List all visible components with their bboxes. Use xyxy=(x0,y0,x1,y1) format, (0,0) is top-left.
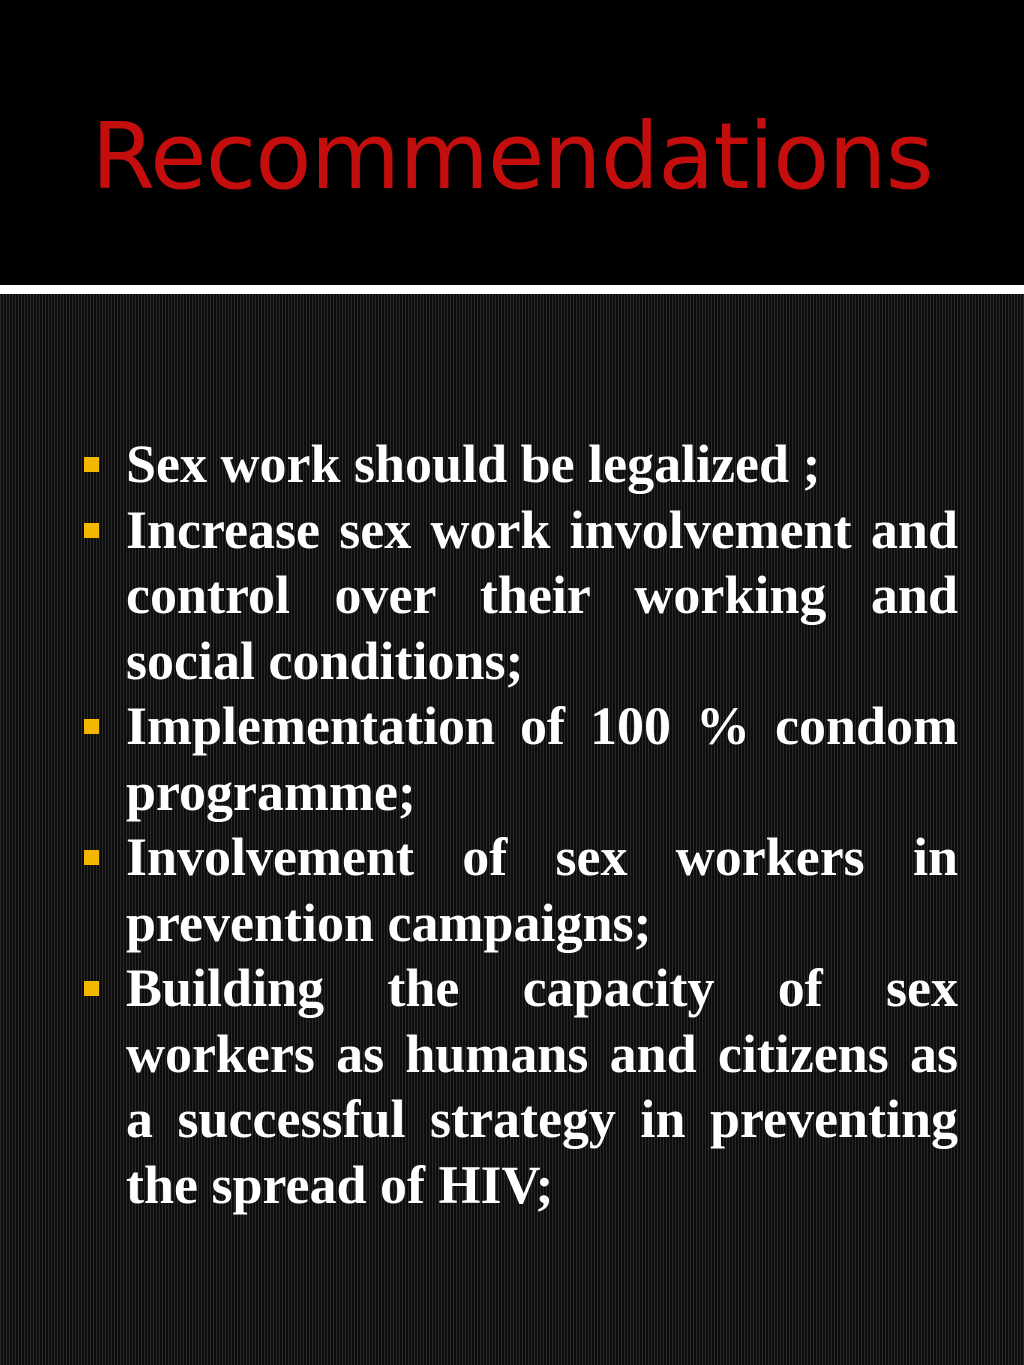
bullet-text: Implementation of 100 % condom programme; xyxy=(126,696,958,822)
square-bullet-icon xyxy=(84,850,99,865)
square-bullet-icon xyxy=(84,523,99,538)
bullet-item xyxy=(80,694,958,825)
square-bullet-icon xyxy=(84,719,99,734)
bullet-item xyxy=(80,956,958,1218)
slide-title: Recommendations xyxy=(91,103,933,210)
bullet-item xyxy=(80,825,958,956)
square-bullet-icon xyxy=(84,981,99,996)
bullet-item xyxy=(80,432,958,498)
title-area xyxy=(0,0,1024,285)
bullet-text: Involvement of sex workers in prevention campaigns; xyxy=(126,827,958,953)
bullet-text: Sex work should be legalized ; xyxy=(126,434,821,494)
bullet-text: Increase sex work involvement and control over their working and social conditions; xyxy=(126,499,958,691)
bullet-text: Building the capacity of sex workers as humans and citizens as a successful strategy in preventing the spread of HIV; xyxy=(126,958,958,1215)
title-divider xyxy=(0,285,1024,294)
bullet-list xyxy=(80,432,958,1218)
square-bullet-icon xyxy=(84,457,99,472)
bullet-item xyxy=(80,498,958,695)
